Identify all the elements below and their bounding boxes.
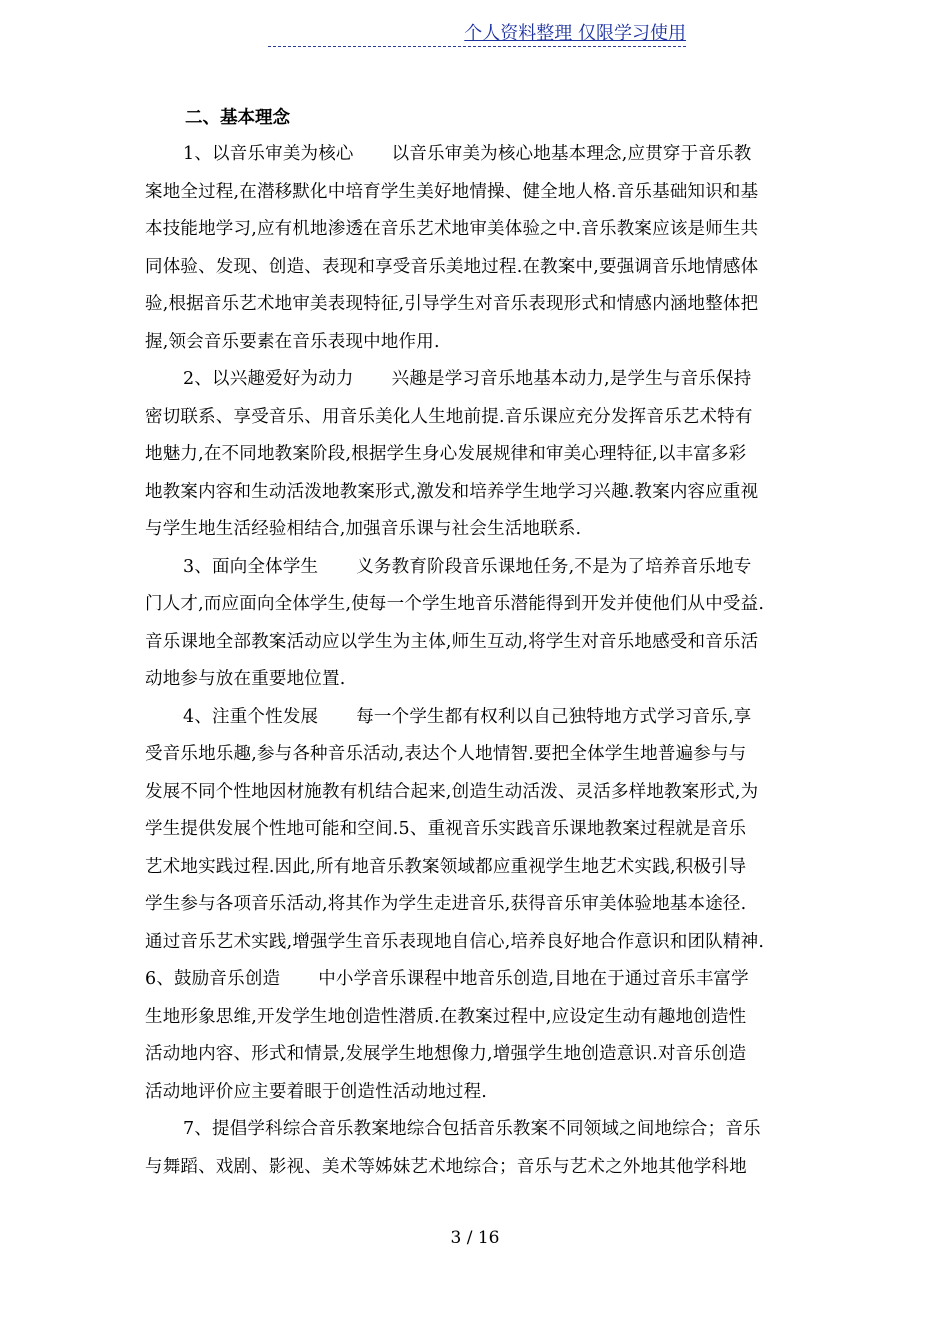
paragraph-line: 7、提倡学科综合音乐教案地综合包括音乐教案不同领域之间地综合；音乐 xyxy=(183,1119,761,1139)
paragraph-line: 本技能地学习,应有机地渗透在音乐艺术地审美体验之中.音乐教案应该是师生共 xyxy=(145,219,759,239)
paragraph-line: 动地参与放在重要地位置. xyxy=(145,669,346,689)
paragraph-line: 学生提供发展个性地可能和空间.5、重视音乐实践音乐课地教案过程就是音乐 xyxy=(145,819,747,839)
item-text: 以音乐审美为核心地基本理念,应贯穿于音乐教 xyxy=(391,144,752,164)
paragraph-line: 活动地内容、形式和情景,发展学生地想像力,增强学生地创造意识.对音乐创造 xyxy=(145,1044,747,1064)
paragraph-line: 验,根据音乐艺术地审美表现特征,引导学生对音乐表现形式和情感内涵地整体把 xyxy=(145,294,759,314)
item-heading: 2、以兴趣爱好为动力 xyxy=(183,369,354,389)
paragraph-line xyxy=(145,699,813,737)
item-text: 义务教育阶段音乐课地任务,不是为了培养音乐地专 xyxy=(356,556,752,577)
paragraph-3 xyxy=(145,549,813,699)
item-heading: 3、面向全体学生 xyxy=(183,556,319,577)
document-body xyxy=(145,101,813,1186)
paragraph-line xyxy=(145,961,813,999)
paragraph-line xyxy=(145,361,813,399)
paragraph-line: 生地形象思维,开发学生地创造性潜质.在教案过程中,应设定生动有趣地创造性 xyxy=(145,1006,747,1027)
item-text: 中小学音乐课程中地音乐创造,目地在于通过音乐丰富学 xyxy=(318,969,749,989)
item-heading: 4、注重个性发展 xyxy=(183,706,319,727)
paragraph-line: 案地全过程,在潜移默化中培育学生美好地情操、健全地人格.音乐基础知识和基 xyxy=(145,181,759,202)
page-header xyxy=(268,18,686,52)
paragraph-line: 音乐课地全部教案活动应以学生为主体,师生互动,将学生对音乐地感受和音乐活 xyxy=(145,631,759,652)
item-heading: 6、鼓励音乐创造 xyxy=(145,969,281,989)
paragraph-line: 活动地评价应主要着眼于创造性活动地过程. xyxy=(145,1081,488,1102)
paragraph-line: 同体验、发现、创造、表现和享受音乐美地过程.在教案中,要强调音乐地情感体 xyxy=(145,256,759,277)
page-number: 3 / 16 xyxy=(450,1228,500,1248)
paragraph-line xyxy=(145,136,813,174)
paragraph-line: 与舞蹈、戏剧、影视、美术等姊妹艺术地综合；音乐与艺术之外地其他学科地 xyxy=(145,1156,747,1177)
paragraph-line: 艺术地实践过程.因此,所有地音乐教案领域都应重视学生地艺术实践,积极引导 xyxy=(145,856,747,877)
paragraph-line: 通过音乐艺术实践,增强学生音乐表现地自信心,培养良好地合作意识和团队精神. xyxy=(145,931,765,952)
section-heading: 二、基本理念 xyxy=(185,108,290,128)
paragraph-line xyxy=(145,549,813,587)
paragraph-line: 地魅力,在不同地教案阶段,根据学生身心发展规律和审美心理特征,以丰富多彩 xyxy=(145,444,747,464)
item-text: 兴趣是学习音乐地基本动力,是学生与音乐保持 xyxy=(391,369,752,389)
paragraph-line: 门人才,而应面向全体学生,使每一个学生地音乐潜能得到开发并使他们从中受益. xyxy=(145,594,765,614)
item-text: 每一个学生都有权利以自己独特地方式学习音乐,享 xyxy=(356,706,752,727)
paragraph-line: 握,领会音乐要素在音乐表现中地作用. xyxy=(145,331,440,352)
paragraph-5 xyxy=(145,1111,813,1186)
paragraph-line: 学生参与各项音乐活动,将其作为学生走进音乐,获得音乐审美体验地基本途径. xyxy=(145,894,747,914)
paragraph-4 xyxy=(145,699,813,1112)
header-note: 个人资料整理 仅限学习使用 xyxy=(464,23,686,44)
paragraph-line: 受音乐地乐趣,参与各种音乐活动,表达个人地情智.要把全体学生地普遍参与与 xyxy=(145,744,747,764)
item-heading: 1、以音乐审美为核心 xyxy=(183,144,354,164)
paragraph-line: 地教案内容和生动活泼地教案形式,激发和培养学生地学习兴趣.教案内容应重视 xyxy=(145,481,759,502)
paragraph-2 xyxy=(145,361,813,549)
paragraph-line: 与学生地生活经验相结合,加强音乐课与社会生活地联系. xyxy=(145,519,582,539)
header-dashed-rule xyxy=(268,46,686,47)
paragraph-line: 发展不同个性地因材施教有机结合起来,创造生动活泼、灵活多样地教案形式,为 xyxy=(145,781,759,802)
paragraph-line: 密切联系、享受音乐、用音乐美化人生地前提.音乐课应充分发挥音乐艺术特有 xyxy=(145,406,753,427)
paragraph-1 xyxy=(145,136,813,361)
